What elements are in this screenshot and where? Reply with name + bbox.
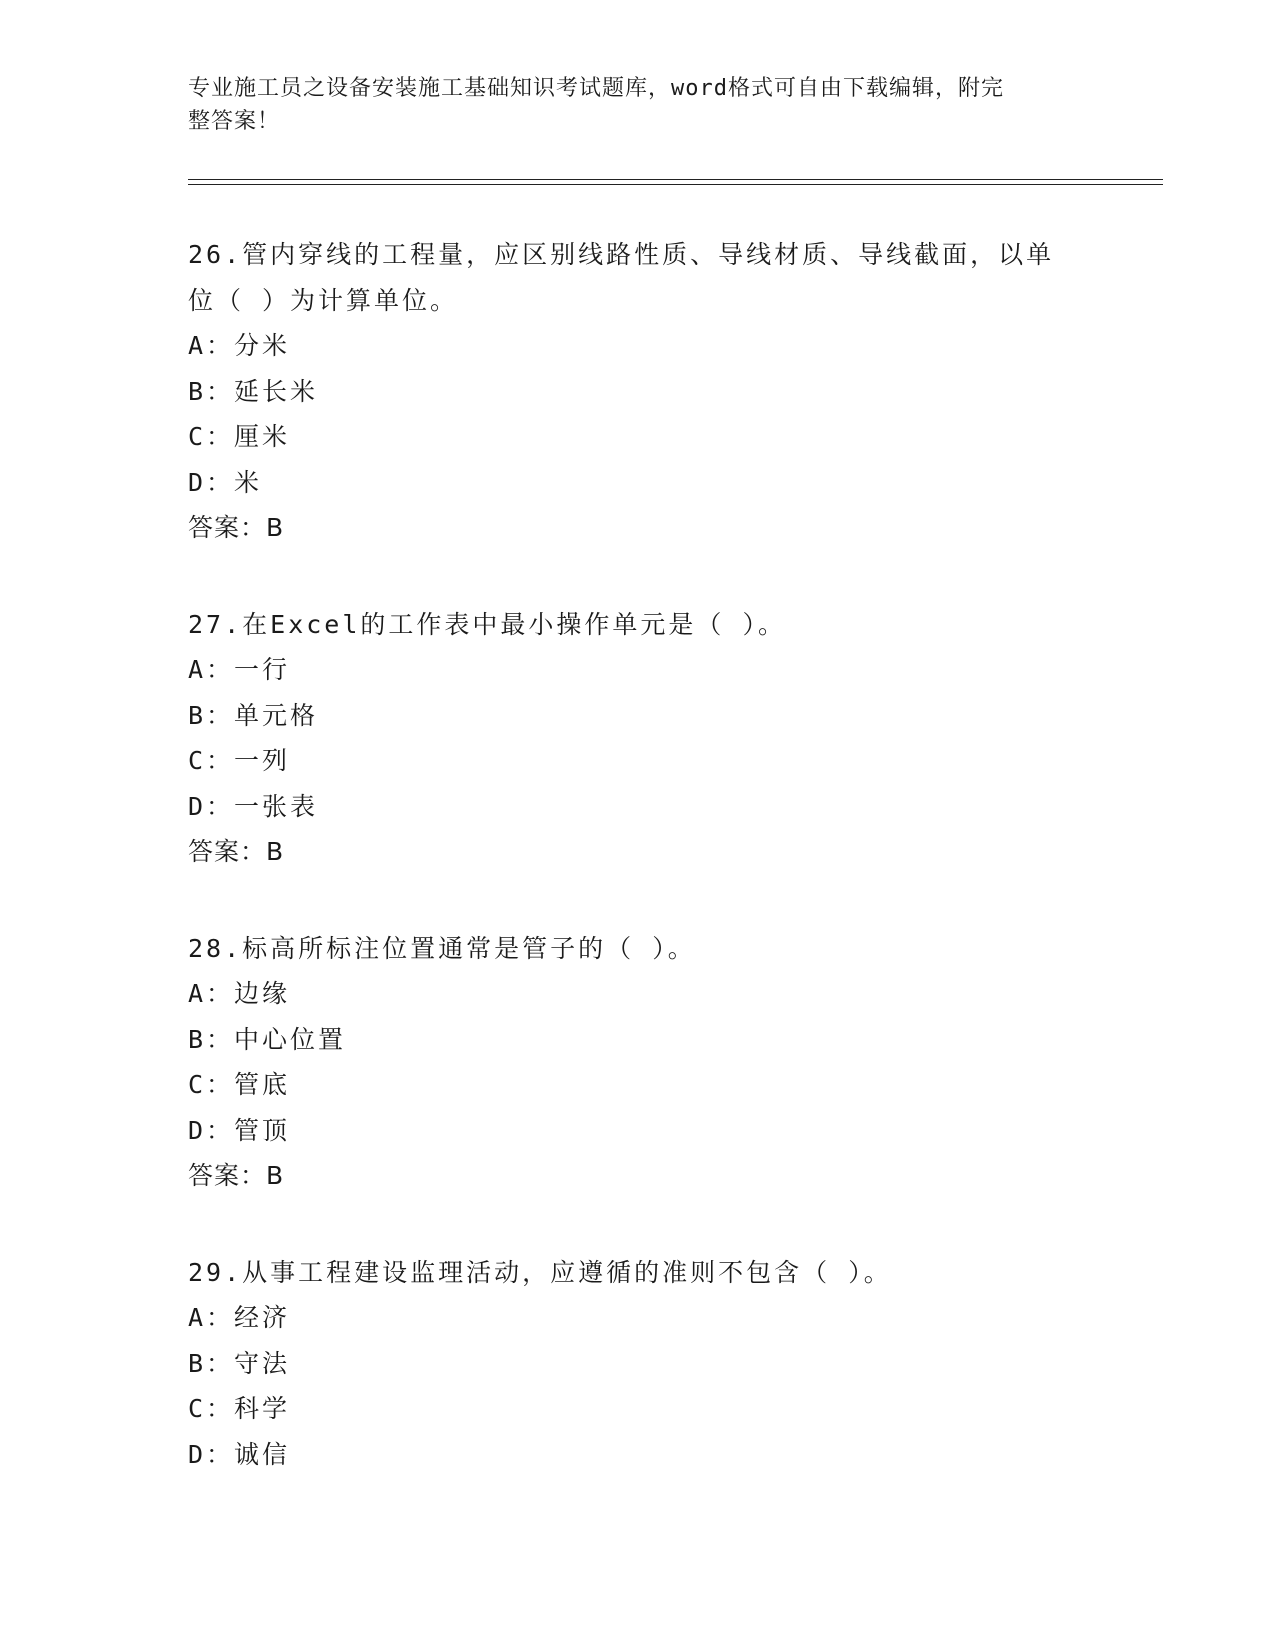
option-a: A：分米 — [188, 331, 291, 360]
option-b: B：单元格 — [188, 700, 319, 730]
answer-key: 答案：B — [188, 1161, 285, 1190]
answer-key: 答案：B — [188, 837, 285, 866]
question-stem: 29.从事工程建设监理活动，应遵循的准则不包含（ ）。 — [188, 1257, 892, 1287]
document-header — [188, 72, 1068, 138]
question-28 — [188, 926, 1088, 1199]
question-26 — [188, 232, 1088, 551]
option-a: A：经济 — [188, 1303, 291, 1332]
option-d: D：管顶 — [188, 1115, 291, 1145]
option-d: D：诚信 — [188, 1439, 291, 1469]
answer-key: 答案：B — [188, 513, 285, 542]
header-line-2: 整答案！ — [188, 109, 281, 134]
option-d: D：一张表 — [188, 791, 319, 821]
option-b: B：守法 — [188, 1348, 291, 1378]
question-list — [188, 232, 1088, 1528]
option-c: C：管底 — [188, 1070, 291, 1099]
option-b: B：中心位置 — [188, 1024, 347, 1054]
question-stem-continued: 位（ ）为计算单位。 — [188, 285, 459, 315]
option-c: C：一列 — [188, 746, 291, 775]
option-b: B：延长米 — [188, 376, 319, 406]
option-c: C：厘米 — [188, 422, 291, 451]
question-27 — [188, 602, 1088, 875]
option-a: A：一行 — [188, 655, 291, 684]
question-29 — [188, 1250, 1088, 1478]
question-stem: 26.管内穿线的工程量，应区别线路性质、导线材质、导线截面，以单 — [188, 240, 1055, 269]
option-c: C：科学 — [188, 1394, 291, 1423]
header-line-1: 专业施工员之设备安装施工基础知识考试题库，word格式可自由下载编辑，附完 — [188, 76, 1004, 101]
question-stem: 27.在Excel的工作表中最小操作单元是（ ）。 — [188, 609, 786, 639]
option-d: D：米 — [188, 467, 263, 497]
header-divider-bottom — [188, 184, 1163, 185]
header-divider-top — [188, 179, 1163, 180]
option-a: A：边缘 — [188, 979, 291, 1008]
question-stem: 28.标高所标注位置通常是管子的（ ）。 — [188, 933, 696, 963]
